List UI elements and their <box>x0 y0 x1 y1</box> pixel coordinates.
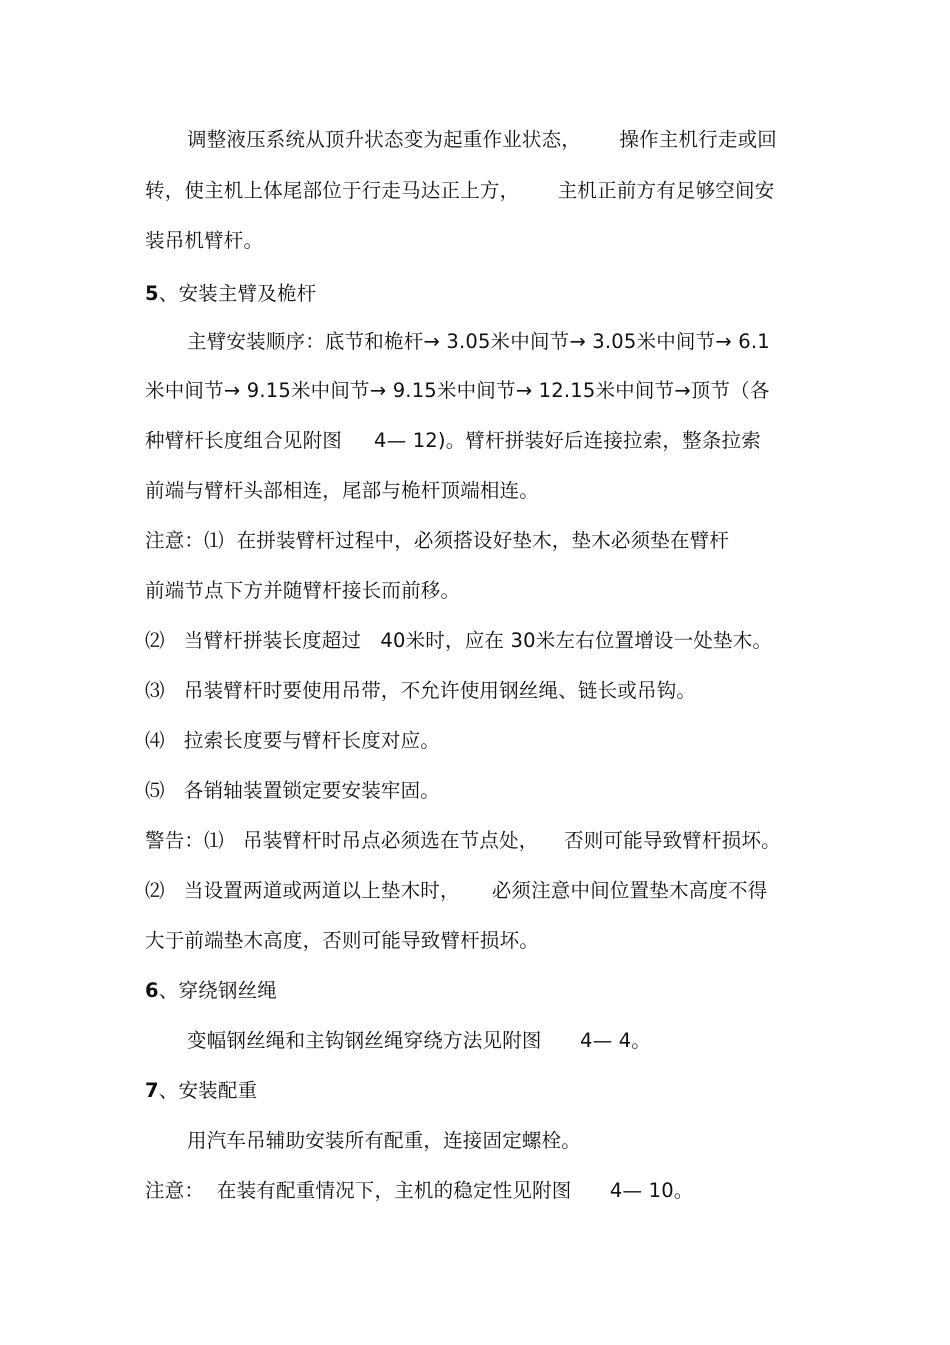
note-line: 前端节点下方并随臂杆接长而前移。 <box>145 579 461 602</box>
note-item: ⑷ 拉索长度要与臂杆长度对应。 <box>145 729 440 752</box>
paragraph-line: 主臂安装顺序：底节和桅杆→ 3.05米中间节→ 3.05米中间节→ 6.1 <box>187 330 770 353</box>
section-title: 、穿绕钢丝绳 <box>158 979 277 1002</box>
warning-line: 警告：⑴ 吊装臂杆时吊点必须选在节点处， 否则可能导致臂杆损坏。 <box>145 829 781 852</box>
section-heading-5 <box>145 282 316 306</box>
section-heading-6 <box>145 979 277 1003</box>
section-heading-7 <box>145 1079 257 1103</box>
paragraph-line: 种臂杆长度组合见附图 4— 12)。臂杆拼装好后连接拉索，整条拉索 <box>145 429 761 452</box>
note-item: ⑶ 吊装臂杆时要使用吊带，不允许使用钢丝绳、链长或吊钩。 <box>145 679 697 702</box>
section-number: 7 <box>145 1079 159 1102</box>
note-item: ⑵ 当臂杆拼装长度超过 40米时，应在 30米左右位置增设一处垫木。 <box>145 629 773 652</box>
section-number: 6 <box>145 979 159 1002</box>
note-item: ⑸ 各销轴装置锁定要安装牢固。 <box>145 779 440 802</box>
paragraph-line: 装吊机臂杆。 <box>145 229 264 252</box>
paragraph-line: 米中间节→ 9.15米中间节→ 9.15米中间节→ 12.15米中间节→顶节（各 <box>145 379 770 402</box>
paragraph-line: 调整液压系统从顶升状态变为起重作业状态， 操作主机行走或回 <box>187 128 777 151</box>
note-line: 注意：⑴ 在拼装臂杆过程中，必须搭设好垫木，垫木必须垫在臂杆 <box>145 529 730 552</box>
paragraph-line: 转，使主机上体尾部位于行走马达正上方， 主机正前方有足够空间安 <box>145 179 775 202</box>
section-title: 、安装主臂及桅杆 <box>158 282 317 305</box>
note-line: 注意： 在装有配重情况下，主机的稳定性见附图 4— 10。 <box>145 1179 694 1202</box>
section-title: 、安装配重 <box>158 1079 258 1102</box>
section-number: 5 <box>145 282 159 305</box>
paragraph-line: 前端与臂杆头部相连，尾部与桅杆顶端相连。 <box>145 479 540 502</box>
paragraph-line: 变幅钢丝绳和主钩钢丝绳穿绕方法见附图 4— 4。 <box>187 1029 652 1052</box>
paragraph-line: 用汽车吊辅助安装所有配重，连接固定螺栓。 <box>187 1129 582 1152</box>
warning-line: 大于前端垫木高度，否则可能导致臂杆损坏。 <box>145 929 540 952</box>
warning-line: ⑵ 当设置两道或两道以上垫木时， 必须注意中间位置垫木高度不得 <box>145 879 768 902</box>
